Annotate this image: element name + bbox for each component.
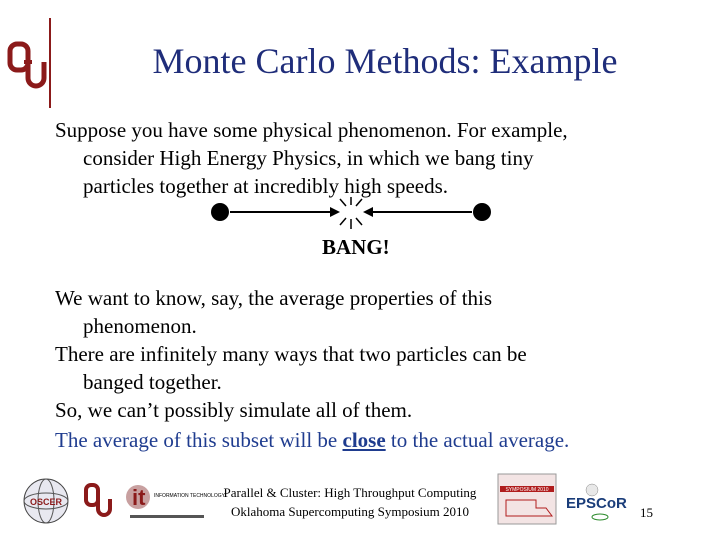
paragraph-4 bbox=[55, 396, 705, 424]
highlight-after: to the actual average. bbox=[385, 428, 570, 452]
paragraph-line: We want to know, say, the average properties of this bbox=[55, 286, 493, 310]
bang-burst-icon bbox=[340, 197, 362, 229]
paragraph-1 bbox=[55, 116, 705, 200]
arrow-right-head bbox=[363, 207, 373, 217]
svg-text:INFORMATION TECHNOLOGY: INFORMATION TECHNOLOGY bbox=[154, 493, 225, 499]
ou-logo-icon bbox=[8, 40, 48, 92]
title-divider bbox=[49, 18, 51, 108]
footer-text bbox=[205, 483, 495, 521]
svg-text:it: it bbox=[132, 485, 146, 510]
paragraph-line: banged together. bbox=[83, 370, 222, 394]
slide-title: Monte Carlo Methods: Example bbox=[152, 41, 618, 81]
paragraph-line: particles together at incredibly high speeds. bbox=[83, 174, 449, 198]
slide-body bbox=[55, 116, 705, 454]
close-word: close bbox=[342, 428, 386, 452]
highlight-paragraph bbox=[55, 426, 705, 454]
paragraph-3 bbox=[55, 340, 705, 396]
paragraph-line: phenomenon. bbox=[83, 314, 197, 338]
footer-left-logos bbox=[12, 475, 225, 530]
bang-label: BANG! bbox=[322, 235, 390, 259]
paragraph-2 bbox=[55, 284, 705, 340]
particle-right bbox=[473, 203, 491, 221]
paragraph-line: Suppose you have some physical phenomenon. For example, bbox=[55, 118, 568, 142]
particle-left bbox=[211, 203, 229, 221]
svg-text:OSCER: OSCER bbox=[29, 497, 63, 507]
highlight-before: The average of this subset will be bbox=[55, 428, 343, 452]
paragraph-line: So, we can’t possibly simulate all of them. bbox=[55, 398, 413, 422]
paragraph-line: consider High Energy Physics, in which we bang tiny bbox=[83, 146, 534, 170]
ou-small-logo-icon bbox=[86, 485, 110, 515]
footer-right-logos bbox=[496, 470, 636, 530]
epscor-logo-icon bbox=[566, 484, 627, 520]
paragraph-line: There are infinitely many ways that two particles can be bbox=[55, 342, 527, 366]
page-number: 15 bbox=[640, 505, 653, 520]
oscer-logo-icon bbox=[24, 479, 68, 523]
svg-text:SYMPOSIUM 2010: SYMPOSIUM 2010 bbox=[505, 487, 549, 493]
arrow-left-head bbox=[330, 207, 340, 217]
symposium-logo-icon bbox=[498, 474, 556, 524]
footer-line-2: Oklahoma Supercomputing Symposium 2010 bbox=[231, 504, 469, 519]
svg-text:EPSCoR: EPSCoR bbox=[566, 495, 627, 512]
footer-line-1: Parallel & Cluster: High Throughput Computing bbox=[223, 485, 477, 500]
